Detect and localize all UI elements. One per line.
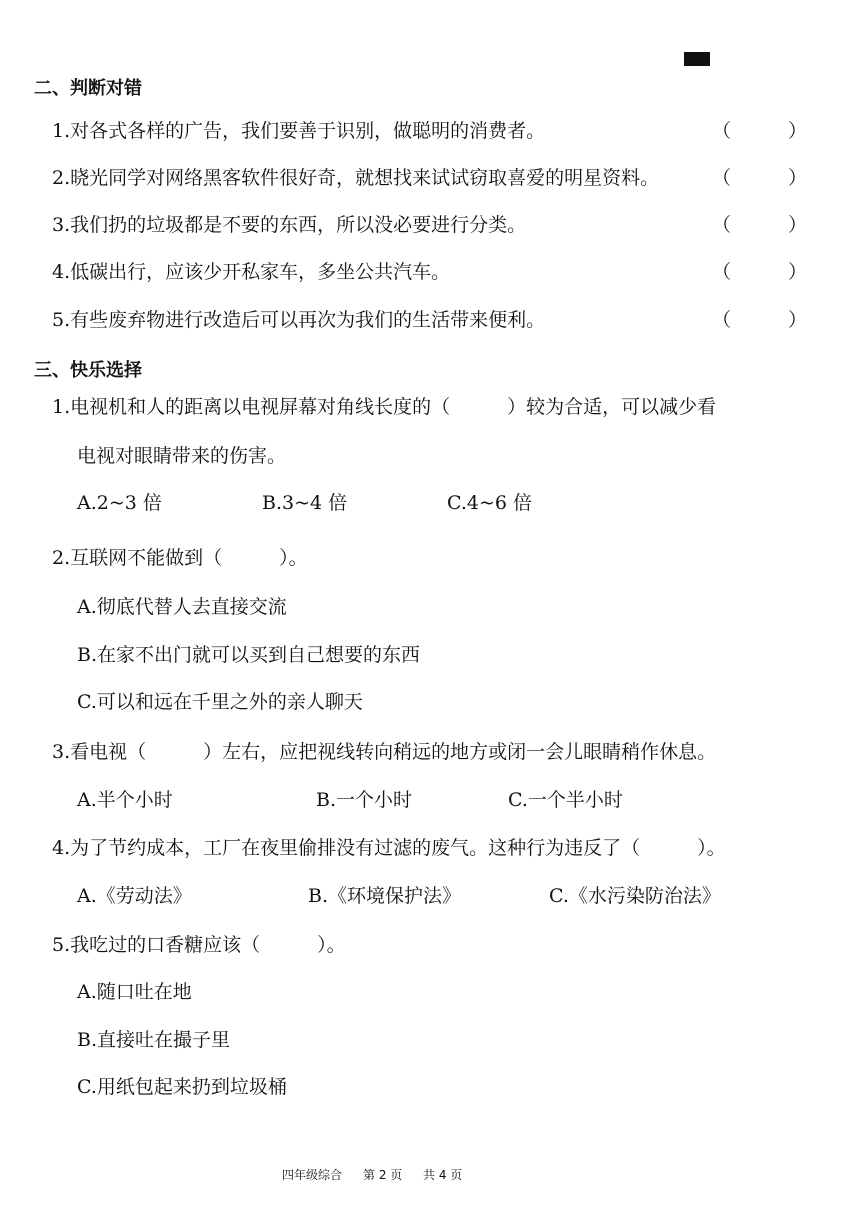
redaction-mark: [684, 52, 710, 66]
choice-q4-option-a[interactable]: A.《劳动法》: [77, 885, 192, 907]
choice-q1-option-a[interactable]: A.2~3 倍: [77, 492, 162, 514]
choice-q2-stem: 2.互联网不能做到（ ）。: [52, 547, 308, 569]
judgement-item-3: 3.我们扔的垃圾都是不要的东西，所以没必要进行分类。: [52, 214, 527, 236]
judgement-item-2: 2.晓光同学对网络黑客软件很好奇，就想找来试试窃取喜爱的明星资料。: [52, 167, 660, 189]
judgement-item-1: 1.对各式各样的广告，我们要善于识别，做聪明的消费者。: [52, 120, 546, 142]
judgement-answer-5[interactable]: （ ）: [712, 309, 808, 331]
footer-total-pages: 共 4 页: [423, 1168, 463, 1182]
choice-q1-option-c[interactable]: C.4~6 倍: [447, 492, 533, 514]
choice-q2-option-a[interactable]: A.彻底代替人去直接交流: [77, 596, 287, 618]
choice-q3-option-c[interactable]: C.一个半小时: [508, 789, 623, 811]
section-title-judgement: 二、判断对错: [34, 78, 142, 99]
choice-q5-option-b[interactable]: B.直接吐在撮子里: [77, 1029, 231, 1051]
choice-q4-stem: 4.为了节约成本，工厂在夜里偷排没有过滤的废气。这种行为违反了（ ）。: [52, 837, 726, 859]
choice-q5-option-c[interactable]: C.用纸包起来扔到垃圾桶: [77, 1076, 287, 1098]
judgement-answer-2[interactable]: （ ）: [712, 167, 808, 189]
judgement-answer-3[interactable]: （ ）: [712, 214, 808, 236]
choice-q4-option-b[interactable]: B.《环境保护法》: [308, 885, 462, 907]
choice-q1-option-b[interactable]: B.3~4 倍: [262, 492, 348, 514]
judgement-item-5: 5.有些废弃物进行改造后可以再次为我们的生活带来便利。: [52, 309, 546, 331]
choice-q1-line2: 电视对眼睛带来的伤害。: [77, 445, 287, 467]
footer-page-number: 第 2 页: [363, 1168, 403, 1182]
choice-q3-option-b[interactable]: B.一个小时: [316, 789, 413, 811]
judgement-answer-1[interactable]: （ ）: [712, 120, 808, 142]
judgement-answer-4[interactable]: （ ）: [712, 261, 808, 283]
choice-q3-option-a[interactable]: A.半个小时: [77, 789, 173, 811]
choice-q2-option-b[interactable]: B.在家不出门就可以买到自己想要的东西: [77, 644, 421, 666]
choice-q5-stem: 5.我吃过的口香糖应该（ ）。: [52, 934, 346, 956]
footer-subject: 四年级综合: [282, 1168, 343, 1182]
choice-q3-stem: 3.看电视（ ）左右，应把视线转向稍远的地方或闭一会儿眼睛稍作休息。: [52, 741, 717, 763]
choice-q4-option-c[interactable]: C.《水污染防治法》: [549, 885, 721, 907]
choice-q1-line1: 1.电视机和人的距离以电视屏幕对角线长度的（ ）较为合适，可以减少看: [52, 396, 717, 418]
choice-q2-option-c[interactable]: C.可以和远在千里之外的亲人聊天: [77, 691, 363, 713]
judgement-item-4: 4.低碳出行，应该少开私家车，多坐公共汽车。: [52, 261, 451, 283]
choice-q5-option-a[interactable]: A.随口吐在地: [77, 981, 192, 1003]
section-title-choice: 三、快乐选择: [34, 360, 142, 381]
